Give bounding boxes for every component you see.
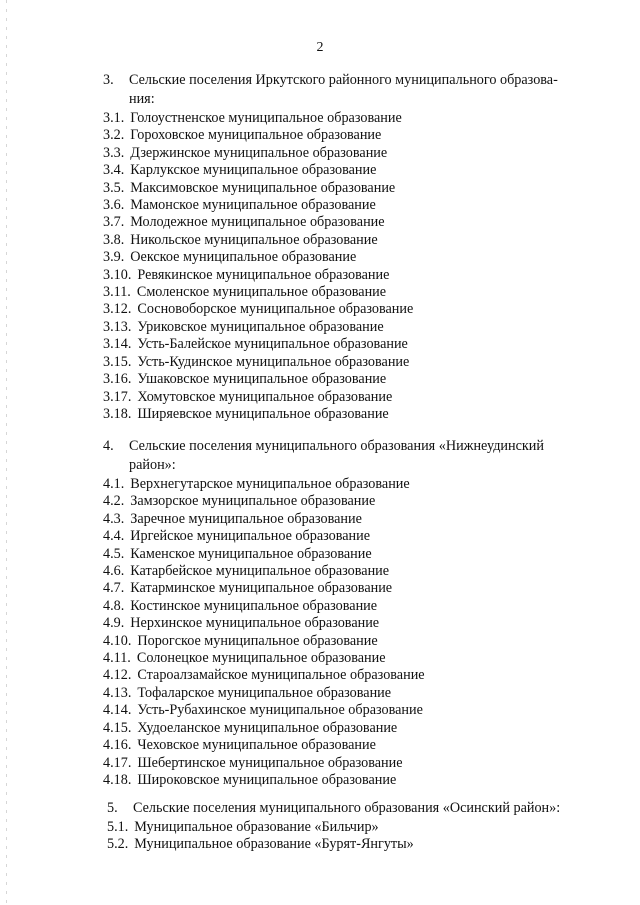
item-number: 4.6. [103,563,125,580]
list-item [107,819,607,836]
list-item [103,650,603,667]
item-name: Ширяевское муниципальное образование [137,405,389,422]
item-name: Шебертинское муниципальное образование [137,754,403,771]
list-item [103,267,603,284]
item-name: Хомутовское муниципальное образование [137,388,393,405]
item-name: Солонецкое муниципальное образование [136,650,386,667]
item-name: Усть-Рубахинское муниципальное образование [137,702,423,719]
item-name: Смоленское муниципальное образование [136,284,387,301]
item-name: Гороховское муниципальное образование [130,127,382,144]
item-name: Мамонское муниципальное образование [130,197,376,214]
item-name: Худоеланское муниципальное образование [137,719,398,736]
item-name: Молодежное муниципальное образование [130,214,385,231]
item-name: Никольское муниципальное образование [130,231,378,248]
list-item [103,772,603,789]
item-name: Староалзамайское муниципальное образование [137,667,425,684]
item-number: 4.15. [103,719,132,736]
list-item [103,546,603,563]
item-name: Дзержинское муниципальное образование [130,144,388,161]
list-item [103,737,603,754]
item-number: 3.17. [103,388,132,405]
list-item [103,511,603,528]
item-number: 3.2. [103,127,125,144]
item-number: 4.13. [103,684,132,701]
section-heading [107,800,607,817]
left-margin-scan-artifact [6,0,7,905]
item-name: Катарминское муниципальное образование [130,580,393,597]
list-item [103,354,603,371]
item-name: Верхнегутарское муниципальное образование [130,476,410,492]
item-number: 3.9. [103,249,125,266]
item-number: 5.2. [107,836,129,853]
item-number: 3.18. [103,405,132,422]
item-name: Ушаковское муниципальное образование [137,371,387,388]
item-number: 3.4. [103,162,125,179]
list-item [103,162,603,179]
list-item [103,633,603,650]
list-item [103,110,603,127]
item-number: 4.16. [103,737,132,754]
item-name: Карлукское муниципальное образование [130,162,377,179]
section-4 [103,438,603,789]
item-name: Тофаларское муниципальное образование [137,684,392,701]
item-name: Максимовское муниципальное образование [130,179,396,196]
list-item [103,476,603,493]
item-number: 4.1. [103,476,125,492]
item-number: 3.14. [103,336,132,353]
section-heading-line-1: Сельские поселения муниципального образования «Осинский район»: [133,800,561,816]
item-number: 4.3. [103,510,125,527]
list-item [107,836,607,853]
section-heading-line-1: Сельские поселения Иркутского районного муниципального образова- [129,72,558,88]
list-item [103,720,603,737]
item-number: 3.13. [103,318,132,335]
item-number: 4.14. [103,702,132,719]
list-item [103,598,603,615]
list-item [103,336,603,353]
item-name: Сосновоборское муниципальное образование [137,301,414,318]
section-heading-line-1: Сельские поселения муниципального образования «Нижнеудинский [129,438,544,454]
list-item [103,667,603,684]
item-name: Катарбейское муниципальное образование [130,563,390,580]
section-5 [107,800,607,854]
section-heading [103,438,603,455]
item-number: 3.16. [103,371,132,388]
page-number: 2 [316,40,324,55]
section-heading-line-2: ния: [129,91,155,107]
item-name: Широковское муниципальное образование [137,771,397,788]
item-number: 4.7. [103,580,125,597]
item-name: Каменское муниципальное образование [130,545,372,562]
item-number: 5.1. [107,819,129,835]
list-item [103,232,603,249]
item-number: 3.7. [103,214,125,231]
item-name: Ревякинское муниципальное образование [137,266,390,283]
item-name: Заречное муниципальное образование [130,510,362,527]
list-item [103,406,603,423]
item-number: 4.12. [103,667,132,684]
item-number: 3.12. [103,301,132,318]
item-number: 4.4. [103,528,125,545]
list-item [103,755,603,772]
item-list [103,476,603,789]
item-name: Усть-Балейское муниципальное образование [137,336,408,353]
list-item [103,493,603,510]
list-item [103,301,603,318]
item-number: 4.10. [103,632,132,649]
section-heading-line-2: район»: [129,457,176,473]
item-list [103,110,603,423]
item-name: Порогское муниципальное образование [137,632,378,649]
item-name: Муниципальное образование «Бильчир» [134,819,379,835]
item-name: Чеховское муниципальное образование [137,737,376,754]
item-number: 4.11. [103,650,131,667]
item-number: 4.9. [103,615,125,632]
item-number: 4.18. [103,771,132,788]
item-name: Оекское муниципальное образование [130,249,357,266]
list-item [103,145,603,162]
item-number: 3.5. [103,179,125,196]
section-heading [103,72,603,89]
item-number: 4.2. [103,493,125,510]
item-number: 4.8. [103,597,125,614]
item-name: Замзорское муниципальное образование [130,493,376,510]
item-name: Усть-Кудинское муниципальное образование [137,353,410,370]
list-item [103,685,603,702]
item-name: Муниципальное образование «Бурят-Янгуты» [134,836,414,853]
item-name: Голоустненское муниципальное образование [130,110,402,126]
list-item [103,563,603,580]
list-item [103,702,603,719]
list-item [103,319,603,336]
item-name: Иргейское муниципальное образование [130,528,371,545]
list-item [103,371,603,388]
list-item [103,180,603,197]
list-item [103,249,603,266]
item-name: Костинское муниципальное образование [130,597,378,614]
item-number: 3.11. [103,284,131,301]
item-name: Уриковское муниципальное образование [137,318,384,335]
section-number: 3. [103,72,114,88]
section-3 [103,72,603,423]
list-item [103,580,603,597]
list-item [103,615,603,632]
item-number: 3.15. [103,353,132,370]
item-list [107,819,607,854]
item-number: 3.3. [103,144,125,161]
item-number: 3.10. [103,266,132,283]
item-number: 3.8. [103,231,125,248]
item-number: 3.1. [103,110,125,126]
list-item [103,197,603,214]
list-item [103,284,603,301]
list-item [103,127,603,144]
item-number: 3.6. [103,197,125,214]
item-number: 4.5. [103,545,125,562]
section-number: 5. [107,800,118,816]
item-number: 4.17. [103,754,132,771]
list-item [103,214,603,231]
section-number: 4. [103,438,114,454]
list-item [103,528,603,545]
list-item [103,389,603,406]
item-name: Нерхинское муниципальное образование [130,615,380,632]
